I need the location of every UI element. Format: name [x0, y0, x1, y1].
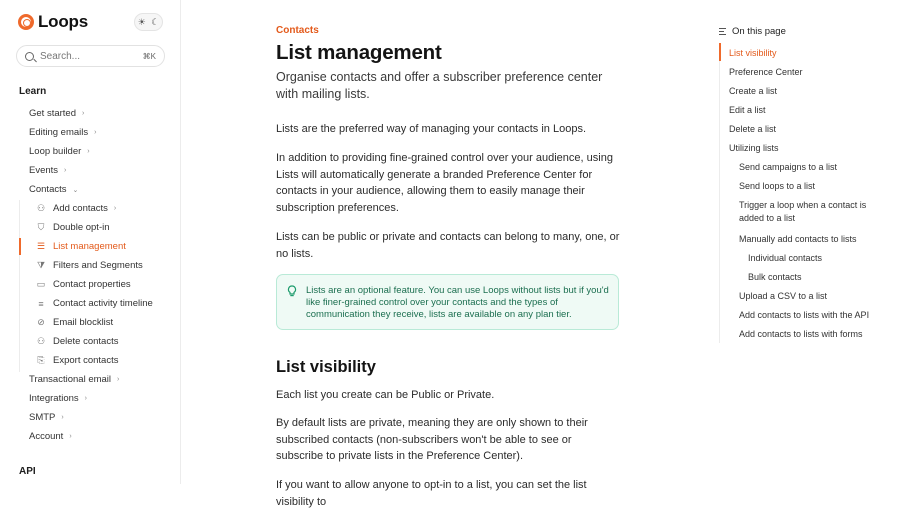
sidebar-item-smtp[interactable] — [29, 412, 64, 423]
toc-link-send-loops[interactable]: Send loops to a list — [739, 181, 816, 191]
sidebar-item-account[interactable] — [29, 431, 72, 442]
chevron-right-icon: › — [82, 110, 85, 117]
sidebar-item-label: SMTP — [29, 412, 56, 423]
page-subtitle: Organise contacts and offer a subscriber preference center with mailing lists. — [276, 70, 603, 101]
tip-callout — [276, 274, 619, 330]
sidebar-item-filters-and-segments[interactable] — [36, 260, 143, 271]
chevron-right-icon: › — [84, 395, 87, 402]
search-placeholder: Search... — [40, 50, 81, 62]
theme-toggle[interactable] — [134, 13, 163, 31]
search-shortcut: ⌘K — [142, 51, 156, 61]
sidebar-item-email-blocklist[interactable] — [36, 317, 113, 328]
shield-check-icon: ⛉ — [37, 222, 45, 232]
logo-text: Loops — [38, 12, 88, 31]
sidebar-item-double-opt-in[interactable] — [36, 222, 110, 233]
paragraph-preference-center: In addition to providing fine-grained control over your audience, using Lists will automatically generate a branded Preference Center for contacts in your audience, allowing them to easily manage their subscription preferences. — [276, 152, 613, 214]
page-title: List management — [276, 41, 442, 64]
sidebar-item-label: Double opt-in — [53, 222, 110, 233]
submenu-rail — [19, 200, 20, 372]
chevron-right-icon: › — [61, 414, 64, 421]
toc-link-forms[interactable]: Add contacts to lists with forms — [739, 329, 863, 339]
toc-link-preference-center[interactable]: Preference Center — [729, 67, 803, 77]
chevron-right-icon: › — [87, 148, 90, 155]
toc-link-manually-add[interactable]: Manually add contacts to lists — [739, 234, 857, 244]
sidebar-item-loop-builder[interactable] — [29, 146, 90, 157]
logo[interactable] — [18, 12, 88, 32]
paragraph-public-private: Lists can be public or private and contacts can belong to many, one, or no lists. — [276, 231, 620, 260]
sidebar-item-contacts[interactable] — [29, 184, 78, 195]
toc-link-utilizing-lists[interactable]: Utilizing lists — [729, 143, 779, 153]
sidebar-item-label: Integrations — [29, 393, 79, 404]
paragraph-default-private: By default lists are private, meaning they are only shown to their subscribed contacts (non-subscribers won't be able to see or subscribe to private lists in the Preference Center). — [276, 417, 588, 463]
chevron-down-icon: ⌄ — [72, 186, 79, 194]
paragraph-public-or-private: Each list you create can be Public or Private. — [276, 389, 495, 401]
sidebar-item-label: Transactional email — [29, 374, 112, 385]
callout-text: Lists are an optional feature. You can use Loops without lists but if you'd like finer-grained control over your contacts and the types of communication they receive, lists are available on any plan tier. — [306, 285, 609, 320]
sidebar-item-label: Email blocklist — [53, 317, 114, 328]
toc-rail — [719, 43, 720, 343]
toc-link-bulk-contacts[interactable]: Bulk contacts — [748, 272, 802, 282]
sidebar-item-transactional-email[interactable] — [29, 374, 119, 385]
toc-active-indicator — [719, 43, 721, 61]
toc-link-list-visibility[interactable]: List visibility — [729, 48, 777, 58]
moon-icon[interactable]: ☾ — [151, 16, 160, 27]
toc-heading-label: On this page — [732, 26, 786, 37]
sidebar-item-label: Contact activity timeline — [53, 298, 153, 309]
timeline-icon: ≡ — [38, 298, 44, 309]
sidebar-item-label: Contact properties — [53, 279, 131, 290]
toc-link-trigger-loop[interactable]: Trigger a loop when a contact is added to a list — [739, 200, 867, 223]
sidebar-item-label: Account — [29, 431, 64, 442]
tag-icon: ▭ — [36, 279, 46, 289]
sidebar — [0, 0, 181, 484]
paragraph-opt-in: If you want to allow anyone to opt-in to a list, you can set the list visibility to — [276, 479, 587, 508]
search-icon — [25, 52, 34, 61]
sidebar-item-get-started[interactable] — [29, 108, 84, 119]
sidebar-item-events[interactable] — [29, 165, 66, 176]
toc-link-api[interactable]: Add contacts to lists with the API — [739, 310, 870, 320]
toc-link-delete-a-list[interactable]: Delete a list — [729, 124, 777, 134]
sidebar-item-contact-properties[interactable] — [36, 279, 131, 290]
chevron-right-icon: › — [64, 167, 67, 174]
section-heading-api: API — [19, 466, 36, 477]
chevron-right-icon: › — [94, 129, 97, 136]
remove-user-icon: ⚇ — [36, 336, 46, 346]
sidebar-item-label: Editing emails — [29, 127, 89, 138]
sidebar-item-label: Events — [29, 165, 59, 176]
sidebar-item-label: Export contacts — [53, 355, 119, 366]
toc-list-icon — [719, 28, 726, 35]
sidebar-item-label: Delete contacts — [53, 336, 119, 347]
paragraph-intro: Lists are the preferred way of managing your contacts in Loops. — [276, 123, 587, 135]
breadcrumb[interactable]: Contacts — [276, 25, 319, 36]
sidebar-item-contact-activity-timeline[interactable] — [36, 298, 153, 309]
chevron-right-icon: › — [69, 433, 72, 440]
sidebar-item-label: Loop builder — [29, 146, 82, 157]
active-indicator — [19, 238, 21, 255]
section-heading-list-visibility: List visibility — [276, 358, 376, 376]
toc-link-individual-contacts[interactable]: Individual contacts — [748, 253, 823, 263]
sidebar-item-label: List management — [53, 241, 126, 252]
chevron-right-icon: › — [117, 376, 120, 383]
sidebar-item-label: Contacts — [29, 184, 67, 195]
toc-link-create-a-list[interactable]: Create a list — [729, 86, 778, 96]
add-user-icon: ⚇ — [36, 203, 46, 213]
search-input[interactable] — [16, 45, 165, 67]
sidebar-item-integrations[interactable] — [29, 393, 87, 404]
loops-logo-icon — [18, 14, 34, 30]
sidebar-item-label: Add contacts — [53, 203, 108, 214]
export-file-icon: ⎘ — [37, 355, 45, 365]
sidebar-item-label: Filters and Segments — [53, 260, 143, 271]
sidebar-item-export-contacts[interactable] — [36, 355, 118, 366]
sidebar-item-delete-contacts[interactable] — [36, 336, 118, 347]
block-icon: ⊘ — [37, 317, 45, 327]
sun-icon[interactable]: ☀ — [137, 16, 146, 27]
lightbulb-icon — [287, 285, 297, 300]
sidebar-item-list-management[interactable] — [36, 241, 126, 252]
toc-link-send-campaigns[interactable]: Send campaigns to a list — [739, 162, 838, 172]
filter-icon: ⧩ — [36, 260, 46, 270]
sidebar-item-add-contacts[interactable] — [36, 203, 116, 214]
sidebar-item-label: Get started — [29, 108, 76, 119]
toc-link-upload-csv[interactable]: Upload a CSV to a list — [739, 291, 828, 301]
chevron-right-icon: › — [113, 205, 117, 212]
toc-heading — [719, 26, 786, 37]
section-heading-learn: Learn — [19, 86, 47, 97]
sidebar-item-editing-emails[interactable] — [29, 127, 96, 138]
toc-link-edit-a-list[interactable]: Edit a list — [729, 105, 766, 115]
list-icon: ☰ — [36, 241, 46, 251]
